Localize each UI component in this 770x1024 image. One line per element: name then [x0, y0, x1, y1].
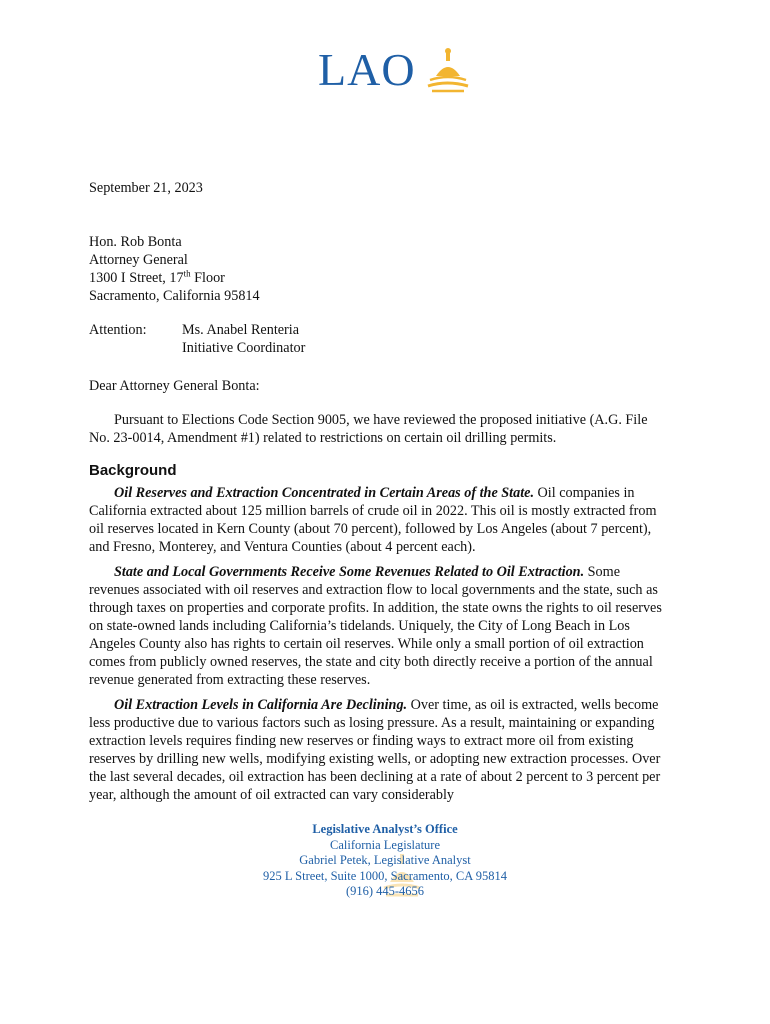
street-prefix: 1300 I Street, 17 [89, 270, 184, 286]
paragraph-lead: Oil Extraction Levels in California Are Declining. [114, 697, 408, 713]
letterhead-footer [0, 822, 770, 900]
attention-block [89, 321, 689, 357]
recipient-street [89, 269, 689, 287]
paragraph-government-revenues [89, 563, 664, 689]
lao-logo [318, 44, 478, 96]
paragraph-body: Some revenues associated with oil reserves and extraction flow to local governments and the state, such as through taxes on properties and corporate profits. In addition, the state owns the rights to oil reserves on state-owned lands including California’s tidelands. Uniquely, the City of Long Beach in Los Angeles County also has rights to certain oil reserves. While only a small portion of oil extraction comes from publicly owned reserves, the state and city both directly receive a portion of the annual revenue generated from extracting these reserves. [89, 564, 662, 688]
lao-logo-text: LAO [318, 44, 416, 95]
footer-org-name: Legislative Analyst’s Office [312, 822, 458, 836]
paragraph-body: Oil companies in California extracted about 125 million barrels of crude oil in 2022. This oil is mostly extracted from oil reserves located in Kern County (about 70 percent), followed by Los Angeles (about 7 percent), and Fresno, Monterey, and Ventura Counties (about 4 percent each). [89, 485, 657, 555]
paragraph-extraction-declining [89, 696, 664, 804]
letter-date: September 21, 2023 [89, 180, 203, 196]
salutation: Dear Attorney General Bonta: [89, 378, 260, 394]
footer-legislature: California Legislature [329, 837, 441, 852]
recipient-address [89, 233, 689, 305]
section-heading-background: Background [89, 462, 177, 479]
paragraph-oil-reserves [89, 484, 664, 556]
paragraph-lead: State and Local Governments Receive Some Revenues Related to Oil Extraction. [114, 564, 585, 580]
street-suffix: Floor [190, 270, 225, 286]
recipient-name: Hon. Rob Bonta [89, 234, 182, 250]
attention-title: Initiative Coordinator [182, 340, 306, 356]
footer-address: 925 L Street, Suite 1000, Sacramento, CA 95814 [263, 868, 507, 883]
footer-phone: (916) 445-4656 [345, 884, 425, 898]
intro-paragraph: Pursuant to Elections Code Section 9005, we have reviewed the proposed initiative (A.G. File No. 23-0014, Amendment #1) related to restrictions on certain oil drilling permits. [89, 412, 648, 446]
paragraph-lead: Oil Reserves and Extraction Concentrated in Certain Areas of the State. [114, 485, 534, 501]
recipient-city: Sacramento, California 95814 [89, 288, 260, 304]
recipient-title: Attorney General [89, 252, 188, 268]
footer-analyst: Gabriel Petek, Legislative Analyst [299, 853, 471, 867]
paragraph-body: Over time, as oil is extracted, wells become less productive due to various factors such as losing pressure. As a result, maintaining or expanding extraction levels requires finding new reserves or finding ways to extract more oil from existing reserves by drilling new wells, modifying existing wells, or adopting new extraction processes. Over the last several decades, oil extraction has been declining at a rate of about 2 percent to 3 percent per year, although the amount of oil extracted can vary considerably [89, 697, 661, 803]
street-suffix-sup: th [183, 268, 191, 279]
attention-name: Ms. Anabel Renteria [182, 322, 300, 338]
capitol-dome-icon [422, 46, 472, 96]
attention-label: Attention: [89, 322, 147, 338]
